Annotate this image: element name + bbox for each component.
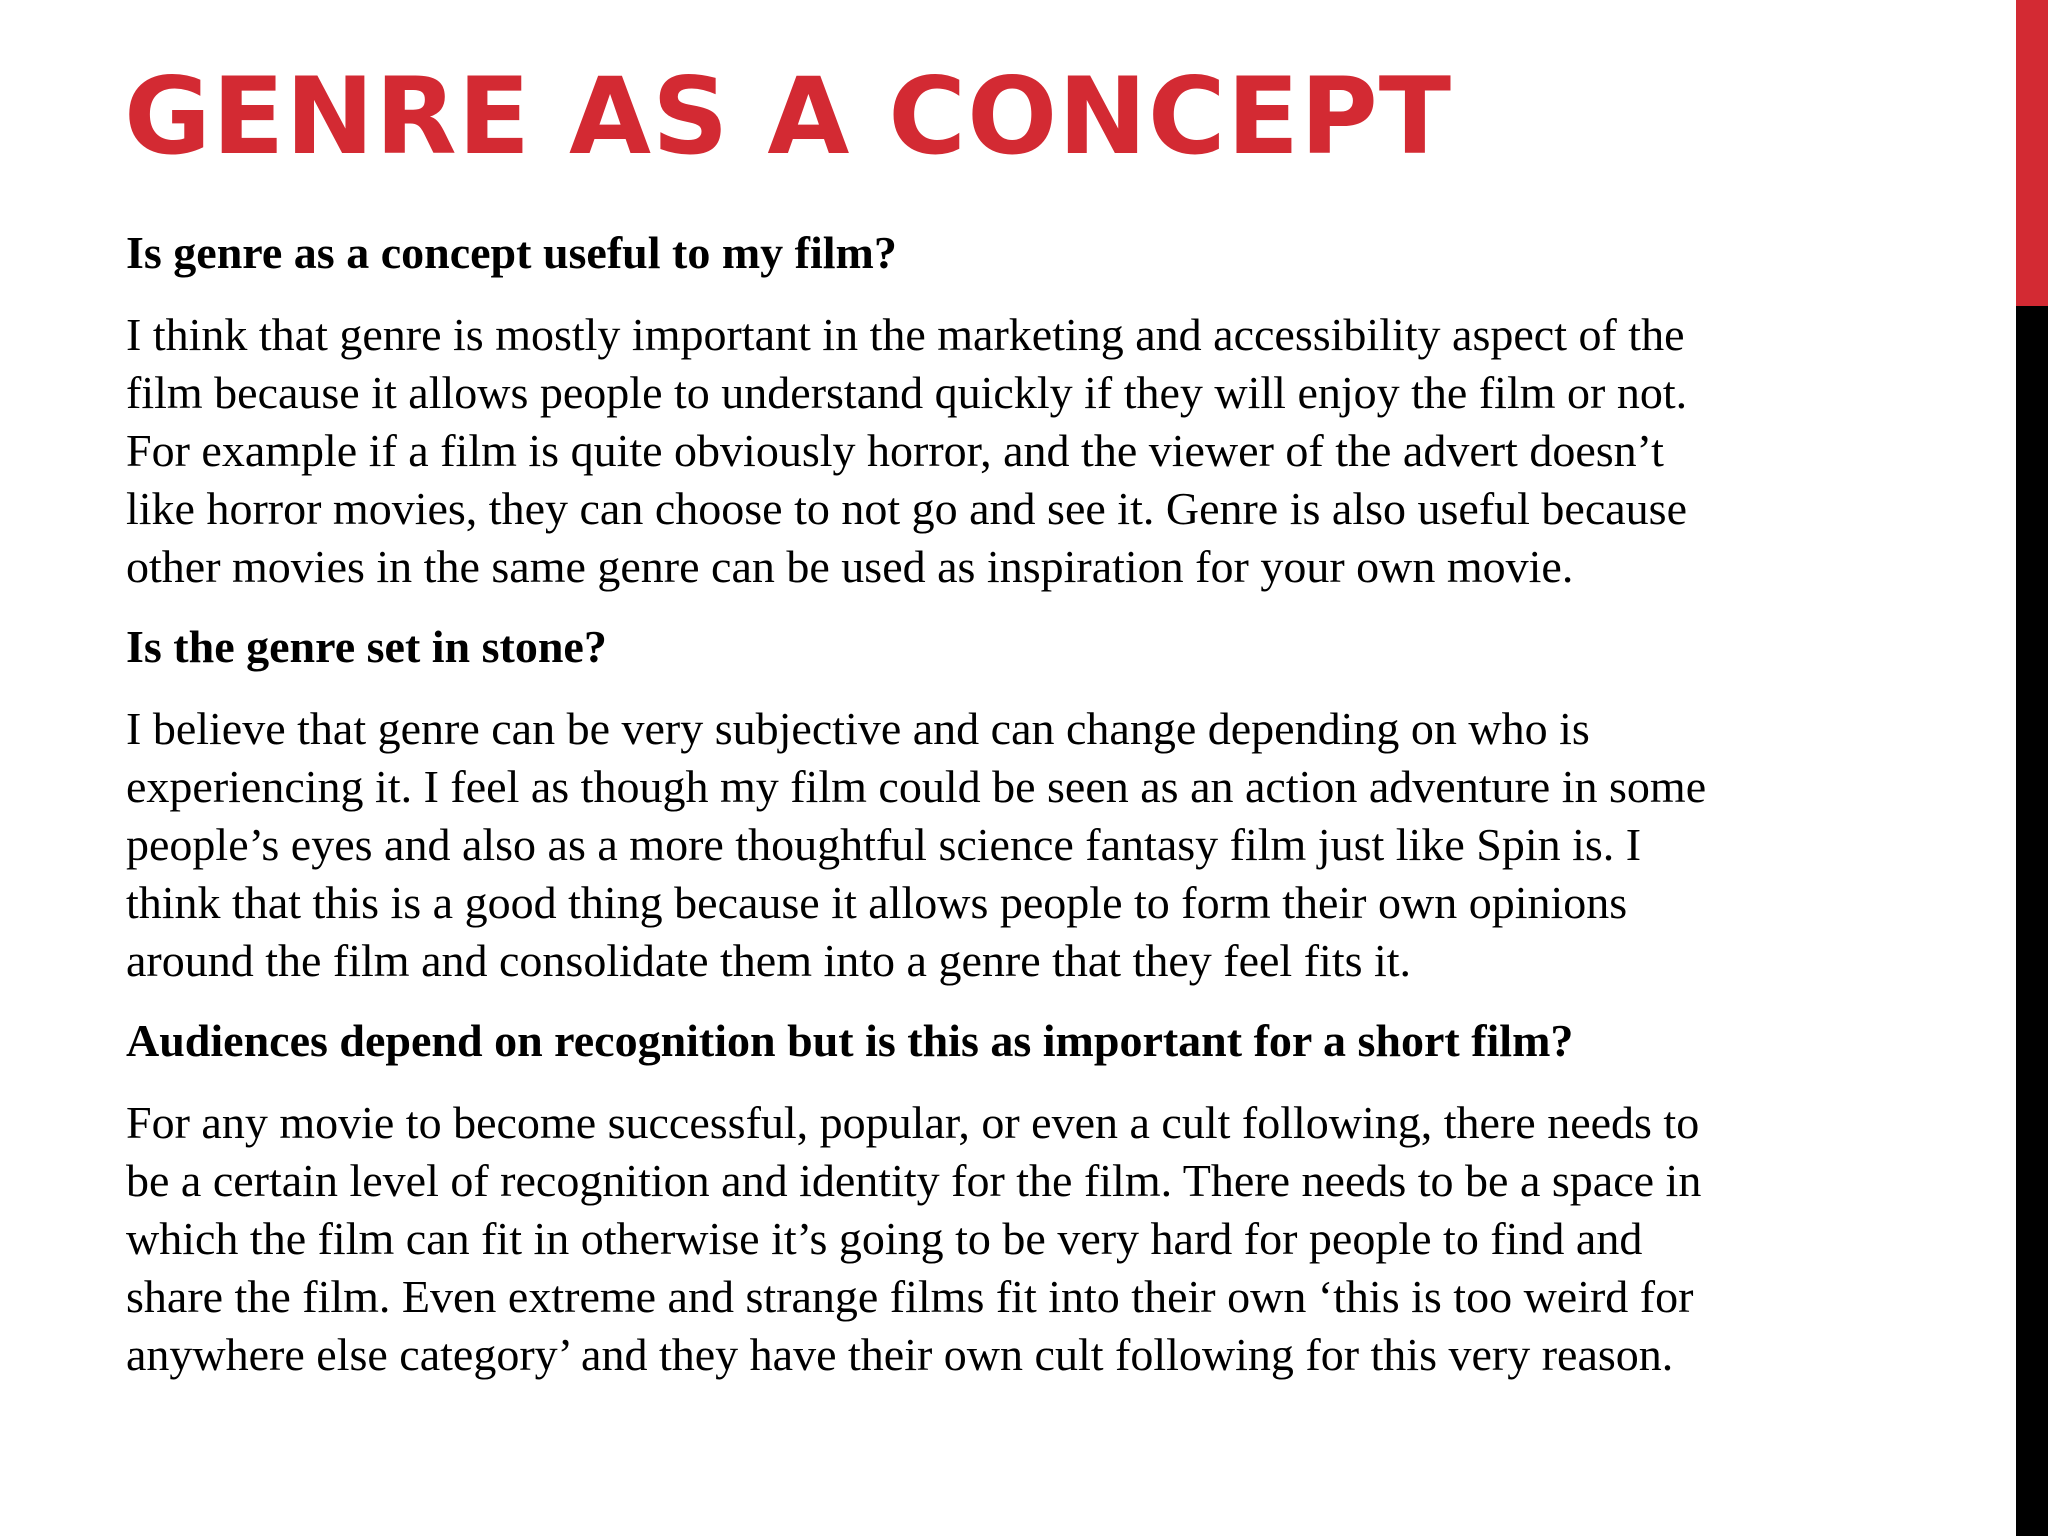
side-accent-bar-black <box>2016 306 2048 1536</box>
answer-line: be a certain level of recognition and identity for the film. There needs to be a space in <box>126 1155 1702 1206</box>
answer-line: I think that genre is mostly important in the marketing and accessibility aspect of the <box>126 309 1685 360</box>
answer-line: For any movie to become successful, popular, or even a cult following, there needs to <box>126 1097 1700 1148</box>
answer-line: like horror movies, they can choose to not go and see it. Genre is also useful because <box>126 483 1687 534</box>
answer-line: anywhere else category’ and they have their own cult following for this very reason. <box>126 1329 1674 1380</box>
answer-line: think that this is a good thing because it allows people to form their own opinions <box>126 877 1628 928</box>
answer-line: film because it allows people to understand quickly if they will enjoy the film or not. <box>126 367 1688 418</box>
answer-line: experiencing it. I feel as though my film could be seen as an action adventure in some <box>126 761 1707 812</box>
question-audience-recognition: Audiences depend on recognition but is this as important for a short film? <box>126 1015 1574 1066</box>
question-genre-useful: Is genre as a concept useful to my film? <box>126 227 897 278</box>
answer-line: people’s eyes and also as a more thoughtful science fantasy film just like Spin is. I <box>126 819 1642 870</box>
question-genre-set-in-stone: Is the genre set in stone? <box>126 621 607 672</box>
answer-line: which the film can fit in otherwise it’s going to be very hard for people to find and <box>126 1213 1643 1264</box>
answer-genre-useful <box>126 306 1926 596</box>
side-accent-bar-red <box>2016 0 2048 306</box>
answer-audience-recognition <box>126 1094 1926 1384</box>
answer-line: share the film. Even extreme and strange films fit into their own ‘this is too weird for <box>126 1271 1694 1322</box>
answer-line: other movies in the same genre can be used as inspiration for your own movie. <box>126 541 1574 592</box>
slide-content <box>126 224 1926 1406</box>
answer-line: For example if a film is quite obviously horror, and the viewer of the advert doesn’t <box>126 425 1664 476</box>
answer-line: around the film and consolidate them into a genre that they feel fits it. <box>126 935 1412 986</box>
answer-genre-set-in-stone <box>126 700 1926 990</box>
slide-title: GENRE AS A CONCEPT <box>124 55 1453 178</box>
answer-line: I believe that genre can be very subjective and can change depending on who is <box>126 703 1590 754</box>
